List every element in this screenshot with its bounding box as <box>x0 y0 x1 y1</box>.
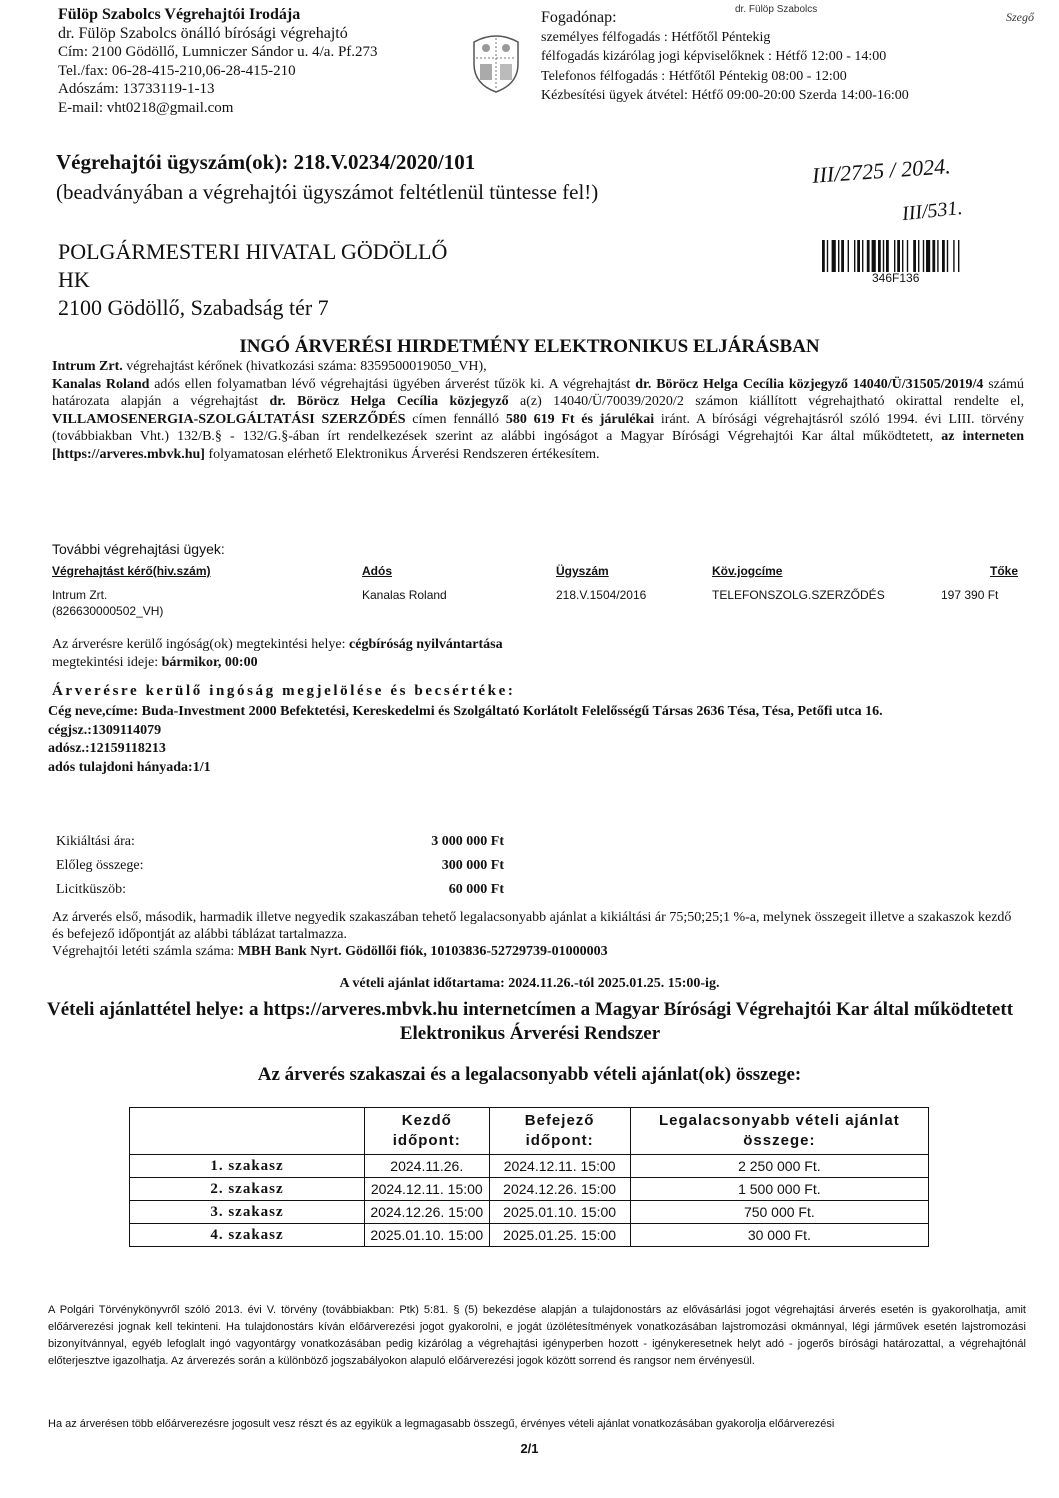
coat-of-arms-icon <box>468 28 524 94</box>
page-number: 2/1 <box>520 1441 539 1456</box>
reception-line: személyes félfogadás : Hétfőtől Péntekig <box>541 29 771 45</box>
stage-min-bid: 2 250 000 Ft. <box>630 1155 928 1178</box>
creditor-name: Intrum Zrt. <box>52 359 123 374</box>
col-case-number: Ügyszám <box>556 564 609 578</box>
header-min-bid: Legalacsonyabb vételi ajánlat összege: <box>630 1108 928 1155</box>
header-end: Befejező időpont: <box>489 1108 630 1155</box>
col-debtor: Adós <box>362 564 392 578</box>
viewing-place-label: Az árverésre kerülő ingóság(ok) megtekintési helye: <box>52 637 350 652</box>
reception-hours <box>541 8 909 106</box>
text-segment: adós ellen folyamatban lévő végrehajtási ügyében árverést tűzök ki. A végrehajtást <box>149 376 636 392</box>
reception-line: Telefonos félfogadás : Hétfőtől Péntekig 08:00 - 12:00 <box>541 68 847 84</box>
item-description <box>48 703 998 777</box>
main-paragraph <box>52 358 1024 463</box>
starting-price-label: Kikiáltási ára: <box>56 834 135 849</box>
office-tax-number: Adószám: 13733119-1-13 <box>58 81 215 97</box>
stage-min-bid: 30 000 Ft. <box>630 1224 928 1247</box>
reception-line: Kézbesítési ügyek átvétel: Hétfő 09:00-20:00 Szerda 14:00-16:00 <box>541 88 909 103</box>
col-creditor: Végrehajtást kérő(hiv.szám) <box>52 564 211 578</box>
barcode-number: 346F136 <box>872 271 920 285</box>
office-address: Cím: 2100 Gödöllő, Lumniczer Sándor u. 4/a. Pf.273 <box>58 44 378 60</box>
viewing-place: cégbíróság nyilvántartása <box>349 637 503 652</box>
bid-increment-label: Licitküszöb: <box>56 882 126 897</box>
stage-end: 2025.01.10. 15:00 <box>489 1201 630 1224</box>
stage-label: 1. szakasz <box>130 1155 365 1178</box>
notary-decision: dr. Böröcz Helga Cecília közjegyző 14040/Ü/31505/2019/4 <box>635 376 984 392</box>
handwritten-registry-number-2: III/531. <box>900 196 964 226</box>
document-title: INGÓ ÁRVERÉSI HIRDETMÉNY ELEKTRONIKUS ELJÁRÁSBAN <box>239 336 820 357</box>
reception-title: Fogadónap: <box>541 9 617 26</box>
items-heading: Árverésre kerülő ingóság megjelölése és becsértéke: <box>52 683 516 699</box>
header-empty-cell <box>130 1108 365 1155</box>
text-segment: címen fennálló <box>405 411 506 427</box>
recipient-address <box>58 238 447 322</box>
company-tax-number: adósz.:12159118213 <box>48 741 166 756</box>
other-case-number: 218.V.1504/2016 <box>556 588 647 602</box>
issuer-block <box>58 6 378 117</box>
claim-amount: 580 619 Ft <box>505 411 575 427</box>
debtor-name: Kanalas Roland <box>52 376 150 392</box>
bailiff-name: dr. Fülöp Szabolcs önálló bírósági végrehajtó <box>58 24 348 42</box>
corner-signature: Szegő <box>1006 10 1034 24</box>
table-row <box>130 1178 929 1201</box>
text-segment: és járulékai <box>574 411 655 427</box>
recipient-dept: HK <box>58 267 90 292</box>
company-name-address: Cég neve,címe: Buda-Investment 2000 Befektetési, Kereskedelmi és Szolgáltató Korlátolt Felelősségű Társas 2636 Tésa, Tésa, Petőfi utca 16. <box>48 704 883 719</box>
text-segment: számon kiállított végrehajtható okirattal rendelte el, <box>683 394 1025 409</box>
text-segment: végrehajtást kérőnek (hivatkozási száma: 8359500019050_VH), <box>122 359 487 374</box>
barcode-icon <box>822 240 1018 272</box>
other-cases-heading: További végrehajtási ügyek: <box>52 541 225 557</box>
stage-start: 2025.01.10. 15:00 <box>365 1224 490 1247</box>
stage-end: 2024.12.26. 15:00 <box>489 1178 630 1201</box>
text-segment: számú határozata alapján a végrehajtást <box>52 376 1025 409</box>
deposit-amount: 300 000 Ft <box>441 858 504 873</box>
starting-price: 3 000 000 Ft <box>431 834 504 849</box>
pre-emption-notice: A Polgári Törvénykönyvről szóló 2013. évi V. törvény (továbbiakban: Ptk) 5:81. § (5) bekezdése alapján a tulajdonostárs az elővásárlási jogot végrehajtási árverés esetén is gyakorolhatja, amit előárverezési jognak kell tekinteni. Ha tulajdonostárs kíván előárverezési jogot gyakorolni, e jogát üzölétesítmények vonatkozásában lajstromozási okmánnyal, légi járművek esetén lajstromozási bizonyítvánnyal, egyéb lefoglalt ingó vagyontárgy vonatkozásában pedig kizárólag a végrehajtási igényperben hozott - igénykeresetnek helyt adó - jogerős bírósági határozattal, a végrehajtónál előterjesztve igazolhatja. Az árverezés során a különböző jogszabályokon alapuló előárverezési jogok között sorrend és rangsor nem érvényesül. <box>48 1304 1026 1367</box>
stage-min-bid: 1 500 000 Ft. <box>630 1178 928 1201</box>
table-row <box>130 1224 929 1247</box>
reception-line: félfogadás kizárólag jogi képviselőknek : Hétfő 12:00 - 14:00 <box>541 49 887 64</box>
viewing-info <box>52 636 503 672</box>
stage-label: 2. szakasz <box>130 1178 365 1201</box>
viewing-time: bármikor, 00:00 <box>161 655 258 670</box>
ownership-share: adós tulajdoni hányada:1/1 <box>48 759 211 775</box>
other-case-capital: 197 390 Ft <box>941 588 999 602</box>
other-case-debtor: Kanalas Roland <box>362 588 447 602</box>
notary-name: dr. Böröcz Helga Cecília közjegyző <box>269 394 509 409</box>
other-case-creditor <box>52 587 163 619</box>
office-phone: Tel./fax: 06-28-415-210,06-28-415-210 <box>58 62 296 79</box>
company-reg-number: cégjsz.:1309114079 <box>48 722 162 738</box>
stages-table <box>129 1107 929 1247</box>
table-row <box>130 1155 929 1178</box>
stage-label: 3. szakasz <box>130 1201 365 1224</box>
recipient-street: 2100 Gödöllő, Szabadság tér 7 <box>58 295 329 320</box>
pre-emption-notice-continued: Ha az árverésen több előárverezésre jogosult vesz részt és az egyikük a legmagasabb összegű, érvényes vételi ajánlat vonatkozásában gyakorolja előárverezési <box>48 1418 835 1430</box>
text-segment: iránt. A bírósági végrehajtásról szóló 1994. évi LIII. törvény (továbbiakban Vht.) 132/B.§ - 132/G.§-ában írt rendelkezések szerint az alábbi ingóságot a Magyar Bírósági Végrehajtói Kar által működtetett, <box>52 411 1024 444</box>
handwritten-registry-number: III/2725 / 2024. <box>811 153 952 188</box>
office-name: Fülöp Szabolcs Végrehajtói Irodája <box>58 6 301 23</box>
table-header-row <box>130 1108 929 1155</box>
deposit-label: Előleg összege: <box>56 858 144 873</box>
stage-start: 2024.12.26. 15:00 <box>365 1201 490 1224</box>
account-label: Végrehajtói letéti számla száma: <box>52 944 238 959</box>
office-email: E-mail: vht0218@gmail.com <box>58 99 234 116</box>
creditor-cell: Intrum Zrt. <box>52 588 108 602</box>
case-number: Végrehajtói ügyszám(ok): 218.V.0234/2020/101 <box>56 150 476 174</box>
text-segment: folyamatosan elérhető Elektronikus Árverési Rendszeren értékesítem. <box>204 446 600 462</box>
rules-paragraph <box>52 909 1024 960</box>
stamp-text: dr. Fülöp Szabolcs <box>735 4 818 15</box>
col-claim-title: Köv.jogcíme <box>712 564 783 578</box>
escrow-account: MBH Bank Nyrt. Gödöllői fiók, 10103836-52729739-01000003 <box>237 944 608 959</box>
offer-place: Vételi ajánlattétel helye: a https://arveres.mbvk.hu internetcímen a Magyar Bírósági Végrehajtói Kar által működtetett Elektronikus Árverési Rendszer <box>46 999 1014 1044</box>
offer-period: A vételi ajánlat időtartama: 2024.11.26.-tól 2025.01.25. 15:00-ig. <box>339 976 720 991</box>
creditor-ref-cell: (826630000502_VH) <box>52 604 164 618</box>
stage-end: 2024.12.11. 15:00 <box>489 1155 630 1178</box>
contract-type: VILLAMOSENERGIA-SZOLGÁLTATÁSI SZERZŐDÉS <box>52 411 406 427</box>
stage-label: 4. szakasz <box>130 1224 365 1247</box>
recipient-name: POLGÁRMESTERI HIVATAL GÖDÖLLŐ <box>58 239 448 264</box>
stage-start: 2024.12.11. 15:00 <box>365 1178 490 1201</box>
viewing-time-label: megtekintési ideje: <box>52 655 162 670</box>
other-case-title: TELEFONSZOLG.SZERZŐDÉS <box>712 588 885 602</box>
col-capital: Tőke <box>990 564 1019 578</box>
min-bid-rules: Az árverés első, második, harmadik illetve negyedik szakaszában tehető legalacsonyabb ajánlat a kikiáltási ár 75;50;25;1 %-a, melynek összegeit illetve a szakaszok kezdő és befejező időpontját az alábbi táblázat tartalmazza. <box>52 910 1012 942</box>
stage-end: 2025.01.25. 15:00 <box>489 1224 630 1247</box>
case-number-note: (beadványában a végrehajtói ügyszámot feltétlenül tüntesse fel!) <box>56 180 599 204</box>
bid-increment: 60 000 Ft <box>448 882 504 897</box>
stage-start: 2024.11.26. <box>365 1155 490 1178</box>
table-row <box>130 1201 929 1224</box>
auction-url: az interneten [https://arveres.mbvk.hu] <box>52 429 1024 462</box>
header-start: Kezdő időpont: <box>365 1108 490 1155</box>
stage-min-bid: 750 000 Ft. <box>630 1201 928 1224</box>
stages-heading: Az árverés szakaszai és a legalacsonyabb vételi ajánlat(ok) összege: <box>257 1064 802 1085</box>
text-segment: a(z) 14040/Ü/70039/2020/2 <box>508 394 684 409</box>
